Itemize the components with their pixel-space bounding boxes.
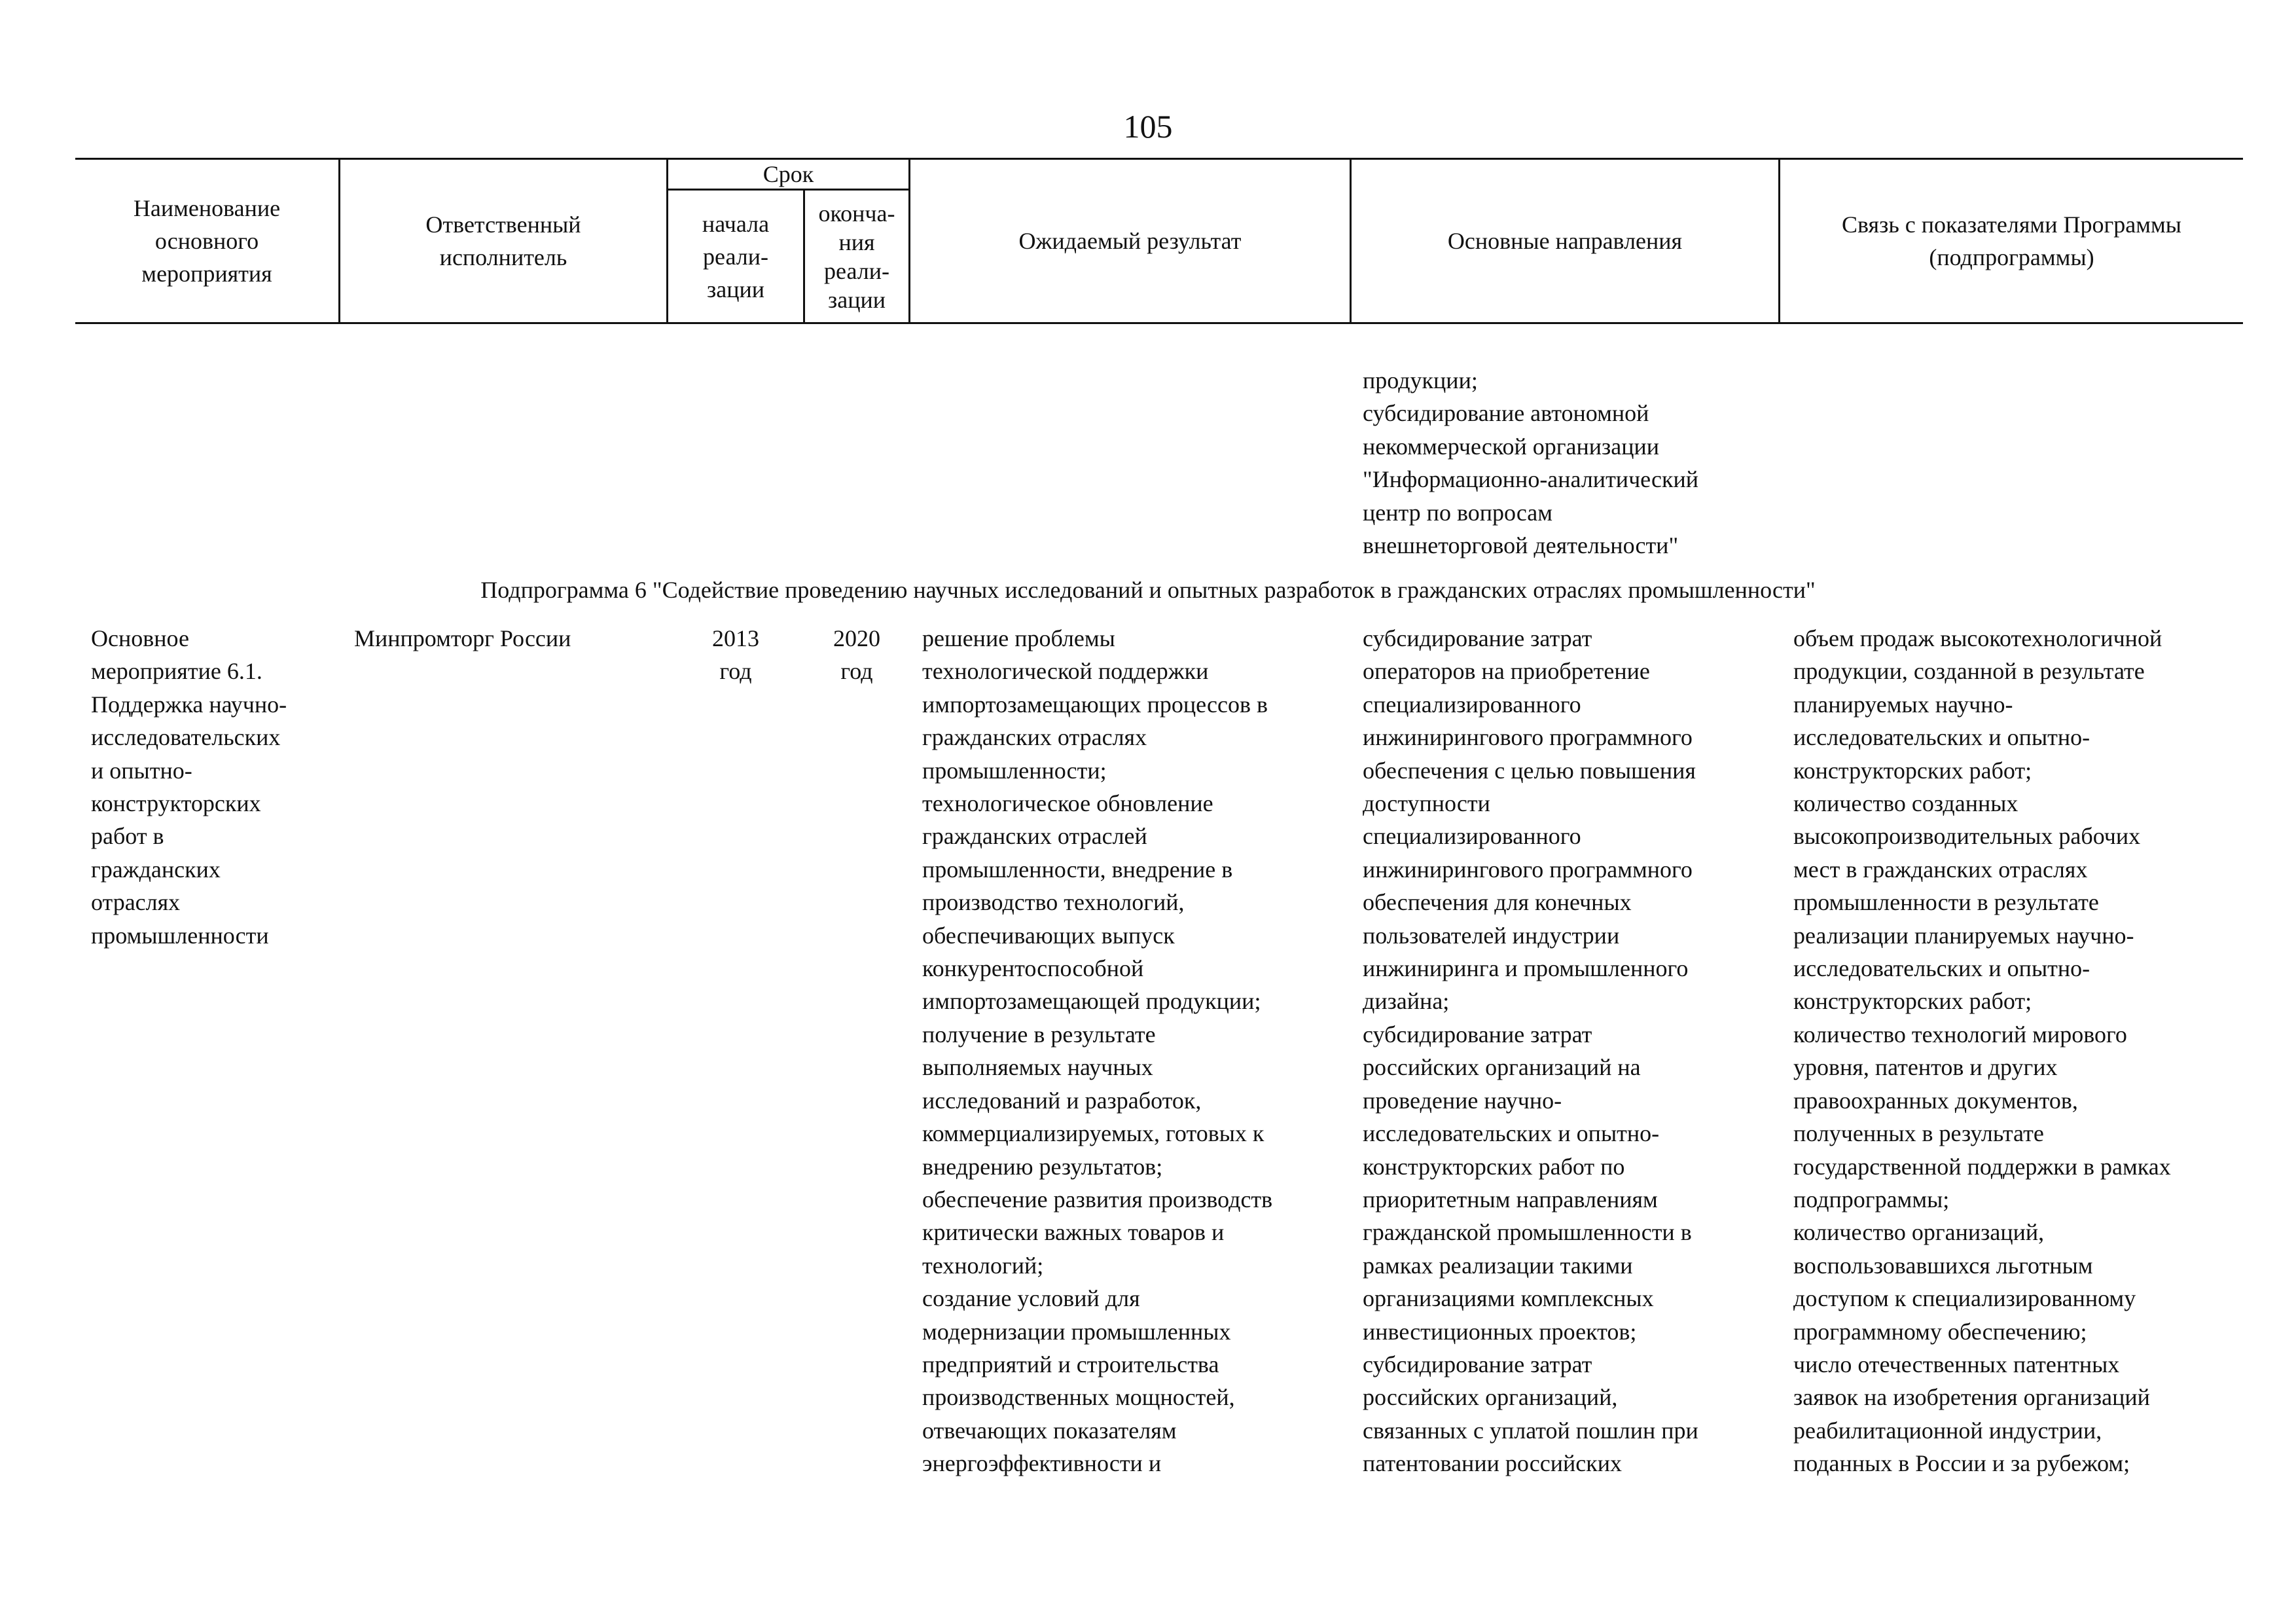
row-executor: Минпромторг России (354, 625, 571, 651)
header-col-result: Ожидаемый результат (1018, 228, 1242, 254)
row-end-year: 2020 год (833, 625, 880, 685)
subprogram-title: Подпрограмма 6 "Содействие проведению научных исследований и опытных разработок в гражданских отраслях промышленности" (480, 577, 1816, 603)
header-col-name: Наименование основного мероприятия (133, 195, 281, 287)
row-measure-name: Основное мероприятие 6.1. Поддержка научно- исследовательских и опытно- конструкторских работ в гражданских отраслях промышленности (91, 625, 287, 949)
page-number: 105 (1123, 108, 1173, 145)
header-col-term: Срок (762, 161, 814, 187)
row-start-year: 2013 год (712, 625, 759, 685)
header-col-directions: Основные направления (1447, 228, 1683, 254)
header-bottom-rule (75, 322, 2243, 324)
header-col-end: оконча- ния реали- зации (818, 200, 895, 313)
row-main-directions: субсидирование затрат операторов на приобретение специализированного инжинирингового программного обеспечения с целью повышения доступности специализированного инжинирингового программного обеспечения для конечных пользователей индустрии инжиниринга и промышленного дизайна; субсидирование затрат российских организаций на проведение научно- исследовательских и опытно- конструкторских работ по приоритетным направлениям гражданской промышленности в рамках реализации такими организациями комплексных инвестиционных проектов; субсидирование затрат российских организаций, связанных с уплатой пошлин при патентовании российских (1363, 625, 1698, 1477)
header-col-start: начала реали- зации (702, 210, 770, 302)
header-col-link: Связь с показателями Программы (подпрограммы) (1842, 211, 2181, 270)
row-program-indicators: объем продаж высокотехнологичной продукции, созданной в результате планируемых научно- исследовательских и опытно- конструкторских работ; количество созданных высокопроизводительных рабочих мест в гражданских отраслях промышленности в результате реализации планируемых научно- исследовательских и опытно- конструкторских работ; количество технологий мирового уровня, патентов и других правоохранных документов, полученных в результате государственной поддержки в рамках подпрограммы; количество организаций, воспользовавшихся льготным доступом к специализированному программному обеспечению; число отечественных патентных заявок на изобретения организаций реабилитационной индустрии, поданных в России и за рубежом; (1793, 625, 2171, 1477)
continued-directions-text: продукции; субсидирование автономной некоммерческой организации "Информационно-аналитический центр по вопросам внешнеторговой деятельности" (1363, 367, 1699, 559)
row-expected-result: решение проблемы технологической поддержки импортозамещающих процессов в гражданских отраслях промышленности; технологическое обновление гражданских отраслей промышленности, внедрение в производство технологий, обеспечивающих выпуск конкурентоспособной импортозамещающей продукции; получение в результате выполняемых научных исследований и разработок, коммерциализируемых, готовых к внедрению результатов; обеспечение развития производств критически важных товаров и технологий; создание условий для модернизации промышленных предприятий и строительства производственных мощностей, отвечающих показателям энергоэффективности и (922, 625, 1273, 1477)
header-col-executor: Ответственный исполнитель (425, 211, 581, 270)
